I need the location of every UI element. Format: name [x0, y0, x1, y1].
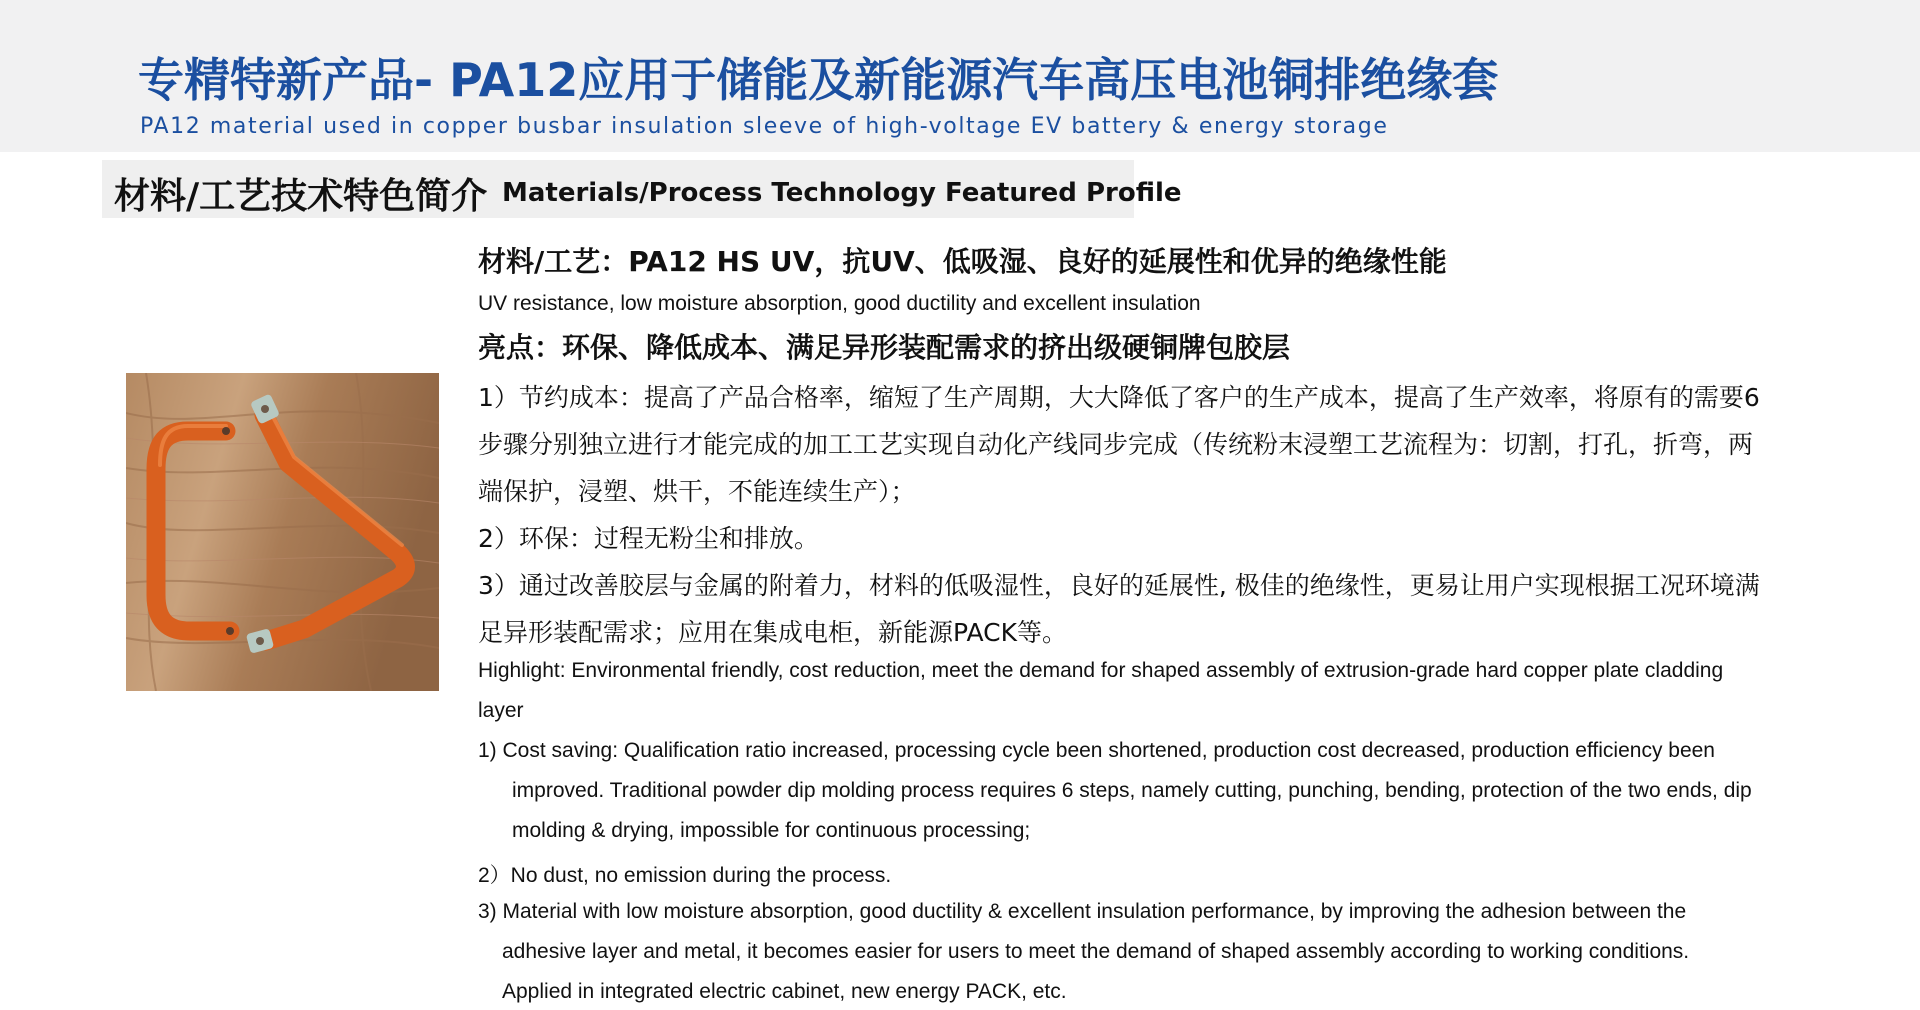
- busbar-photo-illustration: [126, 373, 439, 691]
- point1-cn-line3: 端保护，浸塑、烘干，不能连续生产）；: [478, 477, 916, 506]
- page-subtitle: PA12 material used in copper busbar insulation sleeve of high-voltage EV battery & energy storage: [140, 114, 1389, 139]
- product-photo: [126, 373, 439, 691]
- section-title-en: Materials/Process Technology Featured Profile: [502, 178, 1182, 208]
- point1-en-line1: 1) Cost saving: Qualification ratio increased, processing cycle been shortened, production cost decreased, production efficiency been: [478, 739, 1715, 762]
- point2-en: 2）No dust, no emission during the process.: [478, 864, 892, 887]
- header-band: [0, 0, 1920, 152]
- point1-en-line3: molding & drying, impossible for continuous processing;: [512, 819, 1031, 842]
- material-heading: 材料/工艺：PA12 HS UV，抗UV、低吸湿、良好的延展性和优异的绝缘性能: [478, 245, 1447, 278]
- point3-en-line3: Applied in integrated electric cabinet, new energy PACK, etc.: [502, 980, 1067, 1003]
- section-heading: [102, 160, 1182, 218]
- point1-cn-line1: 1）节约成本：提高了产品合格率，缩短了生产周期，大大降低了客户的生产成本，提高了生产效率，将原有的需要6: [478, 383, 1760, 412]
- point3-en-line2: adhesive layer and metal, it becomes easier for users to meet the demand of shaped assembly according to working conditions.: [502, 940, 1690, 963]
- page-title: 专精特新产品- PA12应用于储能及新能源汽车高压电池铜排绝缘套: [138, 53, 1499, 107]
- point2-cn: 2）环保：过程无粉尘和排放。: [478, 524, 819, 553]
- point3-cn-line1: 3）通过改善胶层与金属的附着力，材料的低吸湿性，良好的延展性, 极佳的绝缘性，更易让用户实现根据工况环境满: [478, 571, 1760, 600]
- point1-cn-line2: 步骤分别独立进行才能完成的加工工艺实现自动化产线同步完成（传统粉末浸塑工艺流程为：切割，打孔，折弯，两: [478, 430, 1754, 459]
- section-title-cn: 材料/工艺技术特色简介: [114, 176, 488, 217]
- material-description-en: UV resistance, low moisture absorption, good ductility and excellent insulation: [478, 292, 1201, 315]
- highlight-en-line2: layer: [478, 699, 524, 722]
- point1-en-line2: improved. Traditional powder dip molding process requires 6 steps, namely cutting, punching, bending, protection of the two ends, dip: [512, 779, 1752, 802]
- point3-cn-line2: 足异形装配需求；应用在集成电柜，新能源PACK等。: [478, 618, 1067, 647]
- highlight-en-line1: Highlight: Environmental friendly, cost reduction, meet the demand for shaped assembly of extrusion-grade hard copper plate cladding: [478, 659, 1724, 682]
- point3-en-line1: 3) Material with low moisture absorption, good ductility & excellent insulation performance, by improving the adhesion between the: [478, 900, 1687, 923]
- highlight-heading: 亮点：环保、降低成本、满足异形装配需求的挤出级硬铜牌包胶层: [478, 331, 1291, 364]
